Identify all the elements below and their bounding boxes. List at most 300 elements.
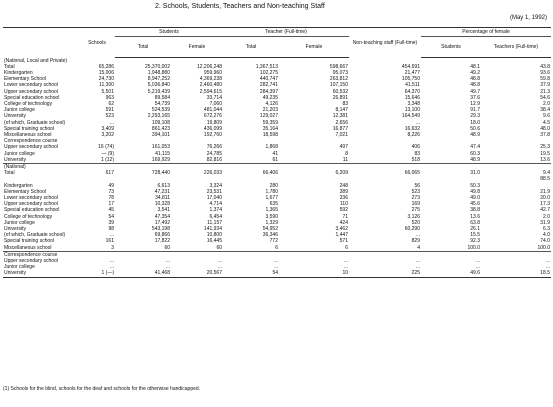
- table-cell: 62: [108, 100, 114, 107]
- table-cell: 21,477: [404, 69, 420, 76]
- table-cell: 829: [411, 238, 420, 245]
- table-cell: 4,714: [209, 201, 222, 208]
- table-cell: 6,454: [209, 213, 222, 220]
- table-cell: 48.9: [421, 157, 481, 164]
- table-cell: 6,613: [157, 182, 170, 189]
- table-cell: 24,785: [206, 150, 222, 157]
- table-cell: 424: [339, 219, 348, 226]
- table-cell: 35,164: [262, 125, 278, 132]
- table-cell: 78: [108, 194, 114, 201]
- row-label: Special training school: [4, 125, 55, 132]
- header-students: Students: [115, 28, 223, 37]
- table-cell: 225: [349, 270, 421, 277]
- table-cell: 13,100: [404, 107, 420, 114]
- table-cell: 39: [108, 219, 114, 226]
- table-cell: 5,219,439: [147, 88, 170, 95]
- table-cell: ...: [109, 264, 114, 271]
- table-cell: 3,462: [335, 225, 348, 232]
- table-cell: 48.0: [540, 125, 550, 132]
- table-cell: 49.6: [421, 270, 481, 277]
- table-cell: 11: [279, 157, 349, 164]
- table-cell: 161,053: [151, 144, 170, 151]
- table-cell: 11,300: [99, 82, 114, 89]
- table-row: [3, 270, 551, 277]
- table-cell: ...: [273, 264, 278, 271]
- table-cell: 89,584: [154, 94, 170, 101]
- table-cell: 2,293,165: [147, 113, 170, 120]
- table-cell: 284,397: [259, 88, 278, 95]
- row-label: Miscellaneous school: [3, 245, 79, 252]
- table-cell: 41,468: [115, 270, 171, 277]
- table-row: [3, 157, 551, 164]
- table-cell: ...: [545, 258, 550, 264]
- row-label: Special education school: [4, 94, 60, 101]
- table-cell: ...: [109, 258, 114, 264]
- table-cell: 45: [108, 207, 114, 214]
- table-cell: 389: [339, 188, 348, 195]
- table-cell: 728,440: [151, 170, 170, 177]
- table-cell: 9.6: [543, 113, 550, 120]
- table-cell: 282,741: [259, 82, 278, 89]
- table-cell: 617: [105, 170, 114, 177]
- table-cell: 37.8: [540, 131, 550, 138]
- table-cell: 50.3: [470, 182, 480, 189]
- table-cell: 29.3: [470, 113, 480, 120]
- table-cell: 1,447: [335, 232, 348, 239]
- table-cell: 88.5: [540, 176, 550, 183]
- table-cell: 100.0: [421, 245, 481, 252]
- table-cell: 16,877: [332, 125, 348, 132]
- header-teacher: Teacher (Full-time): [223, 28, 349, 37]
- table-cell: 520: [411, 219, 420, 226]
- table-cell: 6,209: [335, 170, 348, 177]
- table-cell: 3,590: [265, 213, 278, 220]
- row-label: Junior college: [4, 107, 35, 114]
- table-date: (May 1, 1992): [509, 15, 547, 21]
- table-cell: [223, 163, 279, 170]
- table-cell: 772: [269, 238, 278, 245]
- table-cell: 48.9: [470, 131, 480, 138]
- table-cell: — (9): [101, 150, 114, 157]
- table-cell: 54,952: [262, 225, 278, 232]
- table-cell: 54: [108, 213, 114, 220]
- table-cell: 60,532: [332, 88, 348, 95]
- header-pct-teachers: Teachers (Full-time): [481, 37, 551, 58]
- table-cell: 12,206,248: [196, 63, 222, 70]
- table-cell: 45.6: [470, 201, 480, 208]
- table-cell: 12.9: [470, 100, 480, 107]
- row-label: Correspondence course: [4, 251, 58, 258]
- row-label: Junior college: [4, 219, 35, 226]
- table-cell: 23,531: [206, 188, 222, 195]
- table-cell: ...: [475, 264, 480, 271]
- table-cell: 73: [108, 188, 114, 195]
- table-cell: 25,370,002: [144, 63, 170, 70]
- table-cell: ...: [545, 264, 550, 271]
- table-cell: 543,198: [151, 225, 170, 232]
- table-cell: 69,866: [154, 232, 170, 239]
- table-cell: 8: [345, 150, 348, 157]
- row-label: Lower secondary school: [4, 194, 58, 201]
- table-cell: 26.1: [470, 225, 480, 232]
- table-cell: 1,329: [265, 219, 278, 226]
- table-cell: 591: [105, 107, 114, 114]
- row-label: Miscellaneous school: [4, 131, 52, 138]
- table-cell: 49,235: [262, 94, 278, 101]
- row-label: Elementary School: [4, 76, 46, 83]
- table-cell: 454,691: [401, 63, 420, 70]
- header-teacher-female: Female: [279, 37, 349, 58]
- table-row: [3, 245, 551, 252]
- table-cell: 10,800: [206, 232, 222, 239]
- table-cell: ...: [273, 258, 278, 264]
- table-cell: 64,370: [404, 88, 420, 95]
- table-cell: 436,099: [203, 125, 222, 132]
- row-label: Upper secondary school: [4, 88, 58, 95]
- table-cell: ...: [415, 232, 420, 239]
- row-label: College of technology: [4, 100, 53, 107]
- row-label: (National, Local and Private): [4, 57, 68, 64]
- table-cell: 13.6: [481, 157, 551, 164]
- table-cell: 8,226: [407, 131, 420, 138]
- table-cell: 38.8: [470, 207, 480, 214]
- table-cell: 66,065: [404, 170, 420, 177]
- row-label: Upper secondary school: [4, 144, 58, 151]
- header-teacher-total: Total: [223, 37, 279, 58]
- table-cell: 31.0: [470, 170, 480, 177]
- table-cell: 49: [108, 182, 114, 189]
- table-cell: 273: [411, 194, 420, 201]
- table-cell: 1,374: [209, 207, 222, 214]
- table-cell: 54: [223, 270, 279, 277]
- row-label: Kindergarten: [4, 182, 33, 189]
- table-cell: 17: [108, 201, 114, 208]
- row-label: (of which, Graduate school): [4, 232, 66, 239]
- header-category: [3, 28, 79, 58]
- table-cell: 7,060: [209, 100, 222, 107]
- table-cell: 2,594,615: [199, 88, 222, 95]
- header-percentage: Percentage of female: [421, 28, 551, 37]
- table-cell: ...: [165, 258, 170, 264]
- table-cell: 74.0: [540, 238, 550, 245]
- table-cell: 102,275: [259, 69, 278, 76]
- table-cell: 47,354: [154, 213, 170, 220]
- table-cell: 6: [223, 245, 279, 252]
- table-cell: 248: [339, 182, 348, 189]
- table-cell: 41,115: [155, 150, 170, 157]
- table-cell: 481,044: [203, 107, 222, 114]
- row-label: Junior college: [4, 264, 35, 271]
- table-cell: [115, 163, 171, 170]
- table-cell: 169,929: [115, 157, 171, 164]
- table-cell: 861,423: [151, 125, 170, 132]
- row-label: University: [3, 157, 79, 164]
- table-cell: 91.7: [470, 107, 480, 114]
- table-cell: 65,286: [98, 63, 114, 70]
- table-cell: 41: [272, 150, 278, 157]
- table-cell: 440,747: [259, 76, 278, 83]
- table-cell: 3,409: [101, 125, 114, 132]
- table-cell: 63.8: [470, 219, 480, 226]
- table-cell: 47,231: [154, 188, 170, 195]
- row-label: College of technology: [4, 213, 53, 220]
- table-cell: 54,739: [154, 100, 170, 107]
- table-cell: 110: [340, 201, 348, 208]
- table-cell: [349, 163, 421, 170]
- table-cell: 38.4: [540, 107, 550, 114]
- row-label: University: [3, 270, 79, 277]
- table-cell: 17.3: [540, 201, 550, 208]
- table-cell: 4,369,238: [199, 76, 222, 83]
- table-cell: 21.3: [540, 88, 550, 95]
- table-cell: ...: [475, 258, 480, 264]
- table-cell: ...: [343, 258, 348, 264]
- table-cell: 592: [339, 207, 348, 214]
- table-cell: ...: [217, 258, 222, 264]
- table-cell: 59,359: [262, 119, 278, 126]
- table-cell: 25.3: [540, 144, 550, 151]
- table-cell: 19,809: [206, 119, 222, 126]
- table-cell: ...: [415, 258, 420, 264]
- table-cell: 17,040: [206, 194, 222, 201]
- table-cell: 4,126: [265, 100, 278, 107]
- row-label: Elementary School: [4, 188, 46, 195]
- table-cell: [279, 163, 349, 170]
- table-cell: 76,266: [206, 144, 222, 151]
- table-cell: ...: [217, 264, 222, 271]
- table-cell: 15,646: [404, 94, 420, 101]
- row-label: (National): [4, 163, 26, 170]
- table-cell: 61: [223, 157, 279, 164]
- table-cell: 83: [414, 150, 420, 157]
- table-cell: 21.9: [540, 188, 550, 195]
- table-cell: ...: [109, 119, 114, 126]
- table-cell: 571: [339, 238, 348, 245]
- table-cell: 394,101: [151, 131, 170, 138]
- table-cell: 49.2: [470, 69, 480, 76]
- table-cell: 169: [411, 201, 420, 208]
- table-cell: 105,750: [401, 76, 420, 83]
- table-cell: 17,822: [154, 238, 170, 245]
- row-label: (of which, Graduate school): [4, 119, 66, 126]
- table-cell: 60,290: [404, 225, 420, 232]
- table-cell: 518: [349, 157, 421, 164]
- table-cell: 26,891: [332, 94, 348, 101]
- table-cell: 959,960: [203, 69, 222, 76]
- header-nonteaching: Non-teaching staff (Full-time): [349, 28, 421, 58]
- row-label: Correspondence course: [4, 138, 58, 145]
- table-cell: 1,868: [265, 144, 278, 151]
- table-cell: [481, 163, 551, 170]
- table-cell: 60: [171, 245, 223, 252]
- table-cell: [79, 163, 115, 170]
- table-cell: 107,150: [329, 82, 348, 89]
- table-cell: 5,036,840: [147, 82, 170, 89]
- table-cell: 34,811: [155, 194, 170, 201]
- header-pct-students: Students: [421, 37, 481, 58]
- table-cell: 1 (12): [79, 157, 115, 164]
- table-cell: 16 (74): [98, 144, 114, 151]
- table-cell: 141,934: [203, 225, 222, 232]
- table-cell: 20.0: [540, 194, 550, 201]
- table-cell: ...: [415, 119, 420, 126]
- row-label: Junior college: [4, 150, 35, 157]
- table-cell: 2.0: [543, 213, 550, 220]
- table-cell: 2,460,480: [199, 82, 222, 89]
- table-cell: 37.9: [540, 82, 550, 89]
- footnote: (1) Schools for the blind, schools for the deaf and schools for the otherwise handicapped.: [3, 386, 201, 392]
- table-cell: 50.6: [470, 125, 480, 132]
- table-title: 2. Schools, Students, Teachers and Non-teaching Staff: [155, 3, 325, 10]
- table-cell: 524,539: [151, 107, 170, 114]
- table-cell: 24,730: [98, 76, 114, 83]
- table-cell: 161: [105, 238, 114, 245]
- table-cell: 336: [339, 194, 348, 201]
- table-cell: 226,033: [203, 170, 222, 177]
- table-cell: 19.5: [540, 150, 550, 157]
- table-cell: 275: [411, 207, 420, 214]
- table-cell: 1,780: [265, 188, 278, 195]
- table-cell: 17,492: [154, 219, 170, 226]
- table-cell: 11,157: [207, 219, 222, 226]
- table-cell: 8,947,252: [147, 76, 170, 83]
- statistics-table: [3, 27, 551, 278]
- table-cell: 1,677: [265, 194, 278, 201]
- table-cell: 82,816: [171, 157, 223, 164]
- table-cell: 5,501: [101, 88, 114, 95]
- table-cell: 406: [411, 144, 420, 151]
- table-cell: 47.4: [470, 144, 480, 151]
- header-students-female: Female: [171, 37, 223, 58]
- table-cell: 49.7: [470, 88, 480, 95]
- table-cell: 60: [115, 245, 171, 252]
- table-cell: 15.5: [470, 232, 480, 239]
- table-cell: 13.6: [470, 213, 480, 220]
- header-schools: Schools: [79, 28, 115, 58]
- table-cell: ...: [109, 232, 114, 239]
- table-cell: 164,549: [401, 113, 420, 120]
- table-cell: 1,365: [265, 207, 278, 214]
- table-cell: 18.5: [481, 270, 551, 277]
- table-cell: 42.7: [540, 207, 550, 214]
- table-cell: 523: [105, 113, 114, 120]
- table-cell: 18,598: [262, 131, 278, 138]
- table-cell: 37.6: [470, 94, 480, 101]
- table-cell: 1,948,880: [147, 69, 170, 76]
- table-cell: 3,541: [157, 207, 170, 214]
- table-cell: 1 (—): [79, 270, 115, 277]
- table-cell: 3,348: [407, 100, 420, 107]
- row-label: Kindergarten: [4, 69, 33, 76]
- table-cell: 83: [342, 100, 348, 107]
- row-label: Lower secondary school: [4, 82, 58, 89]
- table-cell: ...: [343, 264, 348, 271]
- table-cell: 15,006: [98, 69, 114, 76]
- table-cell: 48.1: [470, 63, 480, 70]
- table-cell: 3,202: [101, 131, 114, 138]
- table-cell: 10: [279, 270, 349, 277]
- table-cell: 33,714: [206, 94, 222, 101]
- table-cell: 129,027: [259, 113, 278, 120]
- table-row: [3, 163, 551, 170]
- table-cell: 192,760: [203, 131, 222, 138]
- table-cell: 4.5: [543, 119, 550, 126]
- table-cell: 3: [79, 245, 115, 252]
- table-cell: 8,147: [335, 107, 348, 114]
- table-cell: 59.8: [540, 76, 550, 83]
- table-cell: 4: [349, 245, 421, 252]
- row-label: Total: [4, 170, 15, 177]
- header-students-total: Total: [115, 37, 171, 58]
- table-cell: 4.0: [543, 232, 550, 239]
- table-cell: 598,667: [329, 63, 348, 70]
- table-cell: 1,367,513: [255, 63, 278, 70]
- table-cell: 98: [108, 225, 114, 232]
- table-cell: 3,126: [407, 213, 420, 220]
- table-cell: 3,324: [209, 182, 222, 189]
- row-label: Upper secondary school: [4, 201, 58, 208]
- table-cell: 66,406: [262, 170, 278, 177]
- table-cell: 280: [269, 182, 278, 189]
- table-cell: 36,346: [262, 232, 278, 239]
- table-cell: 31.9: [540, 219, 550, 226]
- table-cell: 6: [279, 245, 349, 252]
- table-cell: ...: [165, 264, 170, 271]
- table-cell: 95,073: [332, 69, 348, 76]
- table-cell: 497: [339, 144, 348, 151]
- table-cell: 54.6: [540, 94, 550, 101]
- table-cell: 21,203: [262, 107, 278, 114]
- table-cell: 18.0: [470, 119, 480, 126]
- table-cell: 41,511: [405, 82, 420, 89]
- table-cell: 100.0: [481, 245, 551, 252]
- table-cell: 263,812: [329, 76, 348, 83]
- table-cell: [171, 163, 223, 170]
- table-cell: 963: [105, 94, 114, 101]
- table-cell: [421, 163, 481, 170]
- table-cell: 16,445: [206, 238, 222, 245]
- table-cell: 2,656: [335, 119, 348, 126]
- table-cell: 523: [411, 188, 420, 195]
- table-cell: 672,276: [203, 113, 222, 120]
- row-label: University: [4, 113, 26, 120]
- row-label: Special education school: [4, 207, 60, 214]
- table-cell: 60.3: [470, 150, 480, 157]
- table-cell: 49.0: [470, 194, 480, 201]
- table-cell: ...: [415, 264, 420, 271]
- table-cell: 48.8: [470, 82, 480, 89]
- row-label: Upper secondary school: [4, 258, 58, 264]
- table-cell: 93.6: [540, 69, 550, 76]
- table-cell: 2.0: [543, 100, 550, 107]
- table-cell: 6.3: [543, 225, 550, 232]
- row-label: Special training school: [4, 238, 55, 245]
- table-cell: 48.8: [470, 76, 480, 83]
- table-cell: 16,632: [404, 125, 420, 132]
- table-cell: 9.4: [543, 170, 550, 177]
- row-label: University: [4, 225, 26, 232]
- table-body: [3, 58, 551, 278]
- table-cell: 43.8: [540, 63, 550, 70]
- table-cell: 10,328: [154, 201, 170, 208]
- table-cell: 71: [342, 213, 348, 220]
- table-cell: 92.3: [470, 238, 480, 245]
- row-label: Total: [4, 63, 15, 70]
- table-cell: 12,381: [332, 113, 348, 120]
- table-cell: 49.8: [470, 188, 480, 195]
- table-cell: 109,108: [151, 119, 170, 126]
- table-cell: 7,021: [335, 131, 348, 138]
